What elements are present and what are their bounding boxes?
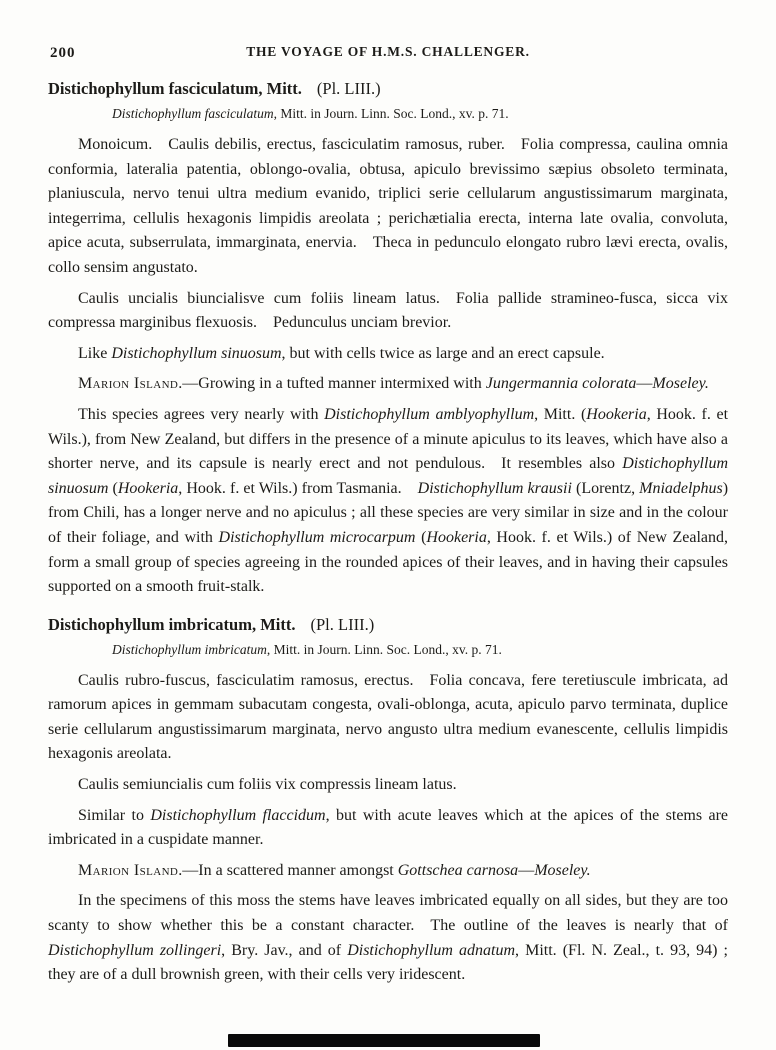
species-heading: Distichophyllum fasciculatum, Mitt. (Pl. LIII.) [48, 79, 381, 98]
species-citation: Distichophyllum imbricatum, Mitt. in Journ. Linn. Soc. Lond., xv. p. 71. [112, 641, 502, 657]
paragraph-latin-diagnosis: Caulis rubro-fuscus, fasciculatim ramosus, erectus. Folia concava, fere teretiuscule imbricata, ad ramorum apices in gemmam subacutam congesta, ovali-oblonga, acuta, apiculo parvo terminata, duplice serie cellularum angustissimarum marginata, nervo angusto ultra medium evanescente, cellulis limpidis hexagonis areolata. [48, 671, 728, 763]
species-entry-fasciculatum [48, 78, 728, 600]
scan-artifact-bar [228, 1034, 540, 1047]
paragraph-latin-diagnosis: Monoicum. Caulis debilis, erectus, fasciculatim ramosus, ruber. Folia compressa, caulina omnia conformia, lateralia patentia, oblongo-ovalia, obtusa, apiculo brevissimo sæpius obsoleto terminata, planiuscula, nervo tenui ultra medium evanido, triplici serie cellularum angustissimarum marginata, integerrima, cellulis hexagonis limpidis areolata ; perichætialia erecta, interna late ovalia, convoluta, apice acuta, subserrulata, immarginata, enervia. Theca in pedunculo elongato rubro lævi erecta, ovalis, collo sensim angustato. [48, 136, 728, 276]
species-entry-imbricatum [48, 614, 728, 988]
paragraph-latin-measurements: Caulis uncialis biuncialisve cum foliis lineam latus. Folia pallide stramineo-fusca, sicca vix compressa marginibus flexuosis. Pedunculus unciam brevior. [48, 289, 728, 332]
page-number: 200 [50, 45, 76, 61]
species-citation: Distichophyllum fasciculatum, Mitt. in Journ. Linn. Soc. Lond., xv. p. 71. [112, 106, 509, 121]
paragraph-locality: Marion Island.—In a scattered manner amongst Gottschea carnosa—Moseley. [78, 861, 591, 879]
paragraph-latin-measurements: Caulis semiuncialis cum foliis vix compressis lineam latus. [78, 776, 457, 794]
paragraph-comparison: Like Distichophyllum sinuosum, but with cells twice as large and an erect capsule. [78, 344, 605, 362]
paragraph-discussion: This species agrees very nearly with Distichophyllum amblyophyllum, Mitt. (Hookeria, Hook. f. et Wils.), from New Zealand, but differs in the presence of a minute apiculus to its leaves, which have also a shorter nerve, and its capsule is nearly erect and not pendulous. It resembles also Distichophyllum sinuosum (Hookeria, Hook. f. et Wils.) from Tasmania. Distichophyllum krausii (Lorentz, Mniadelphus) from Chili, has a longer nerve and no apiculus ; all these species are very similar in size and in the colour of their foliage, and with Distichophyllum microcarpum (Hookeria, Hook. f. et Wils.) of New Zealand, form a small group of species agreeing in the rounded apices of their leaves, and in having their capsules supported on a smooth fruit-stalk. [48, 405, 729, 596]
running-title: THE VOYAGE OF H.M.S. CHALLENGER. [246, 44, 530, 59]
species-heading: Distichophyllum imbricatum, Mitt. (Pl. LIII.) [48, 614, 375, 634]
page-header [48, 44, 728, 64]
paragraph-comparison: Similar to Distichophyllum flaccidum, but with acute leaves which at the apices of the stems are imbricated in a cuspidate manner. [48, 806, 729, 849]
paragraph-discussion: In the specimens of this moss the stems have leaves imbricated equally on all sides, but they are too scanty to show whether this be a constant character. The outline of the leaves is nearly that of Distichophyllum zollingeri, Bry. Jav., and of Distichophyllum adnatum, Mitt. (Fl. N. Zeal., t. 93, 94) ; they are of a dull brownish green, with their cells very iridescent. [48, 892, 728, 984]
paragraph-locality: Marion Island.—Growing in a tufted manner intermixed with Jungermannia colorata—Moseley. [78, 375, 709, 393]
